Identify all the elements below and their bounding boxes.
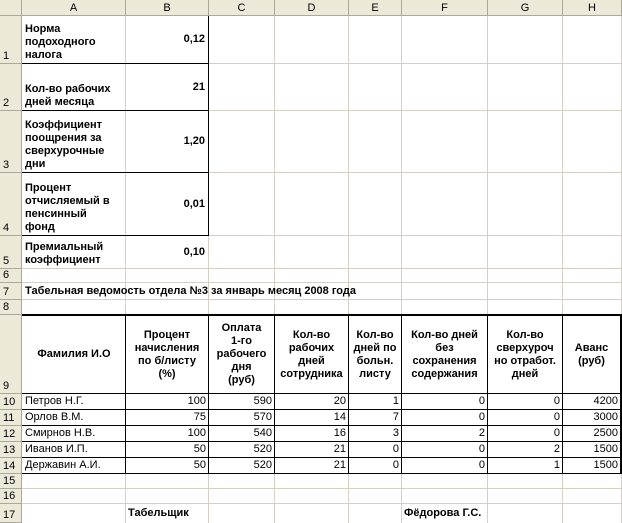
table-cell[interactable]: 2 — [478, 427, 485, 439]
column-header-b[interactable]: B — [126, 0, 209, 16]
table-cell-name[interactable]: Смирнов Н.В. — [25, 427, 96, 439]
table-header-sick-days[interactable]: Кол-во дней по больн. листу — [353, 328, 397, 380]
table-cell[interactable]: 7 — [392, 411, 399, 423]
table-cell[interactable]: 0 — [553, 427, 560, 439]
table-cell[interactable]: 0 — [392, 443, 399, 455]
column-header-e[interactable]: E — [349, 0, 402, 16]
param-label-overtime-coef[interactable]: Коэффициент поощрения за сверхурочные дни — [25, 119, 105, 170]
table-cell[interactable]: 0 — [478, 395, 485, 407]
table-cell[interactable]: 100 — [187, 427, 206, 439]
column-header-h[interactable]: H — [563, 0, 622, 16]
param-value-work-days[interactable]: 21 — [192, 80, 205, 93]
table-cell[interactable]: 3 — [392, 427, 399, 439]
row-header-11[interactable]: 11 — [0, 410, 22, 426]
table-cell[interactable]: 2500 — [593, 427, 618, 439]
row-header-12[interactable]: 12 — [0, 426, 22, 442]
row-header-10[interactable]: 10 — [0, 394, 22, 410]
row-header-1[interactable]: 1 — [0, 16, 22, 64]
table-header-sick-percent[interactable]: Процент начисления по б/листу (%) — [134, 328, 200, 380]
footer-timekeeper-label[interactable]: Табельщик — [128, 506, 189, 519]
column-header-c[interactable]: C — [209, 0, 275, 16]
table-header-day-pay[interactable]: Оплата 1-го рабочего дня (руб) — [216, 322, 267, 386]
row-header-15[interactable]: 15 — [0, 474, 22, 489]
cell-border — [22, 473, 622, 474]
table-cell[interactable]: 1 — [553, 459, 560, 471]
gridline — [22, 268, 622, 269]
gridline — [22, 299, 622, 300]
table-cell[interactable]: 0 — [478, 443, 485, 455]
row-header-3[interactable]: 3 — [0, 111, 22, 173]
row-header-6[interactable]: 6 — [0, 269, 22, 283]
table-header-work-days[interactable]: Кол-во рабочих дней сотрудника — [280, 328, 343, 380]
select-all-corner[interactable] — [0, 0, 22, 16]
table-header-advance[interactable]: Аванс (руб) — [574, 341, 609, 367]
table-cell[interactable]: 50 — [193, 443, 206, 455]
table-cell[interactable]: 21 — [333, 459, 346, 471]
row-header-2[interactable]: 2 — [0, 64, 22, 111]
param-label-pension-percent[interactable]: Процент отчисляемый в пенсинный фонд — [25, 182, 110, 233]
table-cell[interactable]: 570 — [253, 411, 272, 423]
param-label-work-days[interactable]: Кол-во рабочих дней месяца — [25, 83, 111, 108]
table-header-name[interactable]: Фамилия И.О — [37, 348, 111, 360]
table-header-overtime-days[interactable]: Кол-во сверхуроч но отработ. дней — [494, 328, 556, 380]
table-header-unpaid-days[interactable]: Кол-во дней без сохранения содержания — [411, 328, 478, 380]
row-header-8[interactable]: 8 — [0, 300, 22, 315]
table-cell-name[interactable]: Иванов И.П. — [25, 443, 88, 455]
column-header-d[interactable]: D — [275, 0, 349, 16]
table-cell[interactable]: 520 — [253, 443, 272, 455]
table-cell-name[interactable]: Державин А.И. — [25, 459, 101, 471]
table-cell[interactable]: 3000 — [593, 411, 618, 423]
column-header-a[interactable]: A — [22, 0, 126, 16]
param-value-overtime-coef[interactable]: 1,20 — [183, 135, 205, 147]
footer-signature-name[interactable]: Фёдорова Г.С. — [404, 506, 482, 519]
row-header-17[interactable]: 17 — [0, 504, 22, 523]
row-header-7[interactable]: 7 — [0, 283, 22, 300]
table-cell[interactable]: 75 — [193, 411, 206, 423]
table-cell[interactable]: 0 — [478, 459, 485, 471]
table-cell[interactable]: 1500 — [593, 459, 618, 471]
table-cell[interactable]: 14 — [333, 411, 346, 423]
table-cell[interactable]: 540 — [253, 427, 272, 439]
row-header-14[interactable]: 14 — [0, 458, 22, 474]
gridline — [22, 488, 622, 489]
table-cell[interactable]: 520 — [253, 459, 272, 471]
param-label-bonus-coef[interactable]: Премиальный коэффициент — [25, 241, 104, 266]
param-value-bonus-coef[interactable]: 0,10 — [183, 245, 205, 258]
sheet-title[interactable]: Табельная ведомость отдела №3 за январь месяц 2008 года — [25, 284, 356, 297]
param-value-income-tax[interactable]: 0,12 — [183, 33, 205, 45]
column-header-g[interactable]: G — [488, 0, 563, 16]
table-cell[interactable]: 2 — [553, 443, 560, 455]
table-cell[interactable]: 1500 — [593, 443, 618, 455]
param-label-income-tax[interactable]: Норма подоходного налога — [25, 23, 96, 61]
column-header-f[interactable]: F — [402, 0, 488, 16]
table-cell[interactable]: 0 — [392, 459, 399, 471]
table-cell[interactable]: 100 — [187, 395, 206, 407]
table-cell[interactable]: 50 — [193, 459, 206, 471]
table-cell[interactable]: 1 — [392, 395, 399, 407]
row-header-5[interactable]: 5 — [0, 236, 22, 269]
param-value-pension-percent[interactable]: 0,01 — [183, 197, 205, 210]
table-cell-name[interactable]: Орлов В.М. — [25, 411, 84, 423]
table-cell[interactable]: 0 — [478, 411, 485, 423]
row-header-4[interactable]: 4 — [0, 173, 22, 236]
table-cell[interactable]: 21 — [333, 443, 346, 455]
table-cell[interactable]: 0 — [553, 395, 560, 407]
table-cell-name[interactable]: Петров Н.Г. — [25, 395, 84, 407]
table-cell[interactable]: 4200 — [593, 395, 618, 407]
table-cell[interactable]: 0 — [553, 411, 560, 423]
table-cell[interactable]: 590 — [253, 395, 272, 407]
table-cell[interactable]: 20 — [333, 395, 346, 407]
row-header-13[interactable]: 13 — [0, 442, 22, 458]
row-header-9[interactable]: 9 — [0, 315, 22, 394]
cell-border — [208, 16, 209, 236]
row-header-16[interactable]: 16 — [0, 489, 22, 504]
table-cell[interactable]: 16 — [333, 427, 346, 439]
